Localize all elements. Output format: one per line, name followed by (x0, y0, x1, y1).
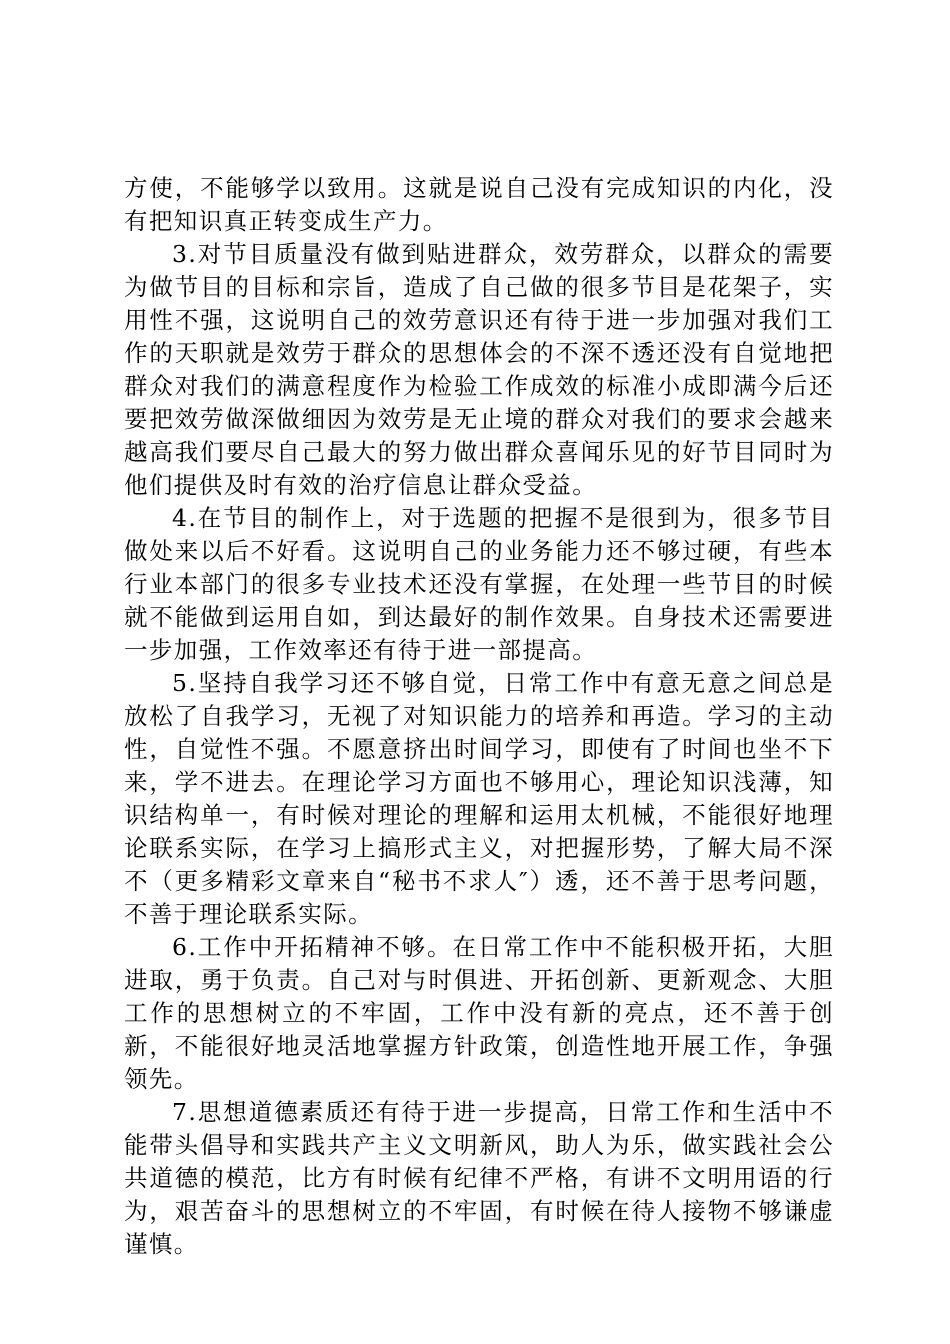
paragraph-continuation: 方使，不能够学以致用。这就是说自己没有完成知识的内化，没有把知识真正转变成生产力。 (124, 174, 834, 235)
paragraph-item-3: 3.对节目质量没有做到贴进群众，效劳群众，以群众的需要为做节目的目标和宗旨，造成了自己做的很多节目是花架子，实用性不强，这说明自己的效劳意识还有待于进一步加强对我们工作的天职就是效劳于群众的思想体会的不深不透还没有自觉地把群众对我们的满意程度作为检验工作成效的标准小成即满今后还要把效劳做深做细因为效劳是无止境的群众对我们的要求会越来越高我们要尽自己最大的努力做出群众喜闻乐见的好节目同时为他们提供及时有效的治疗信息让群众受益。 (124, 240, 834, 499)
paragraph-item-6: 6.工作中开拓精神不够。在日常工作中不能积极开拓，大胆进取，勇于负责。自己对与时俱进、开拓创新、更新观念、大胆工作的思想树立的不牢固，工作中没有新的亮点，还不善于创新，不能很好地灵活地掌握方针政策，创造性地开展工作，争强领先。 (124, 933, 834, 1093)
paragraph-item-7: 7.思想道德素质还有待于进一步提高，日常工作和生活中不能带头倡导和实践共产主义文明新风，助人为乐，做实践社会公共道德的模范，比方有时候有纪律不严格，有讲不文明用语的行为，艰苦奋斗的思想树立的不牢固，有时候在待人接物不够谦虚谨慎。 (124, 1098, 834, 1258)
paragraph-item-4: 4.在节目的制作上，对于选题的把握不是很到为，很多节目做处来以后不好看。这说明自己的业务能力还不够过硬，有些本行业本部门的很多专业技术还没有掌握，在处理一些节目的时候就不能做到运用自如，到达最好的制作效果。自身技术还需要进一步加强，工作效率还有待于进一部提高。 (124, 504, 834, 664)
document-body (124, 172, 834, 1261)
paragraph-item-5: 5.坚持自我学习还不够自觉，日常工作中有意无意之间总是放松了自我学习，无视了对知识能力的培养和再造。学习的主动性，自觉性不强。不愿意挤出时间学习，即使有了时间也坐不下来，学不进去。在理论学习方面也不够用心，理论知识浅薄，知识结构单一，有时候对理论的理解和运用太机械，不能很好地理论联系实际，在学习上搞形式主义，对把握形势，了解大局不深不（更多精彩文章来自“秘书不求人″）透，还不善于思考问题，不善于理论联系实际。 (124, 669, 834, 928)
